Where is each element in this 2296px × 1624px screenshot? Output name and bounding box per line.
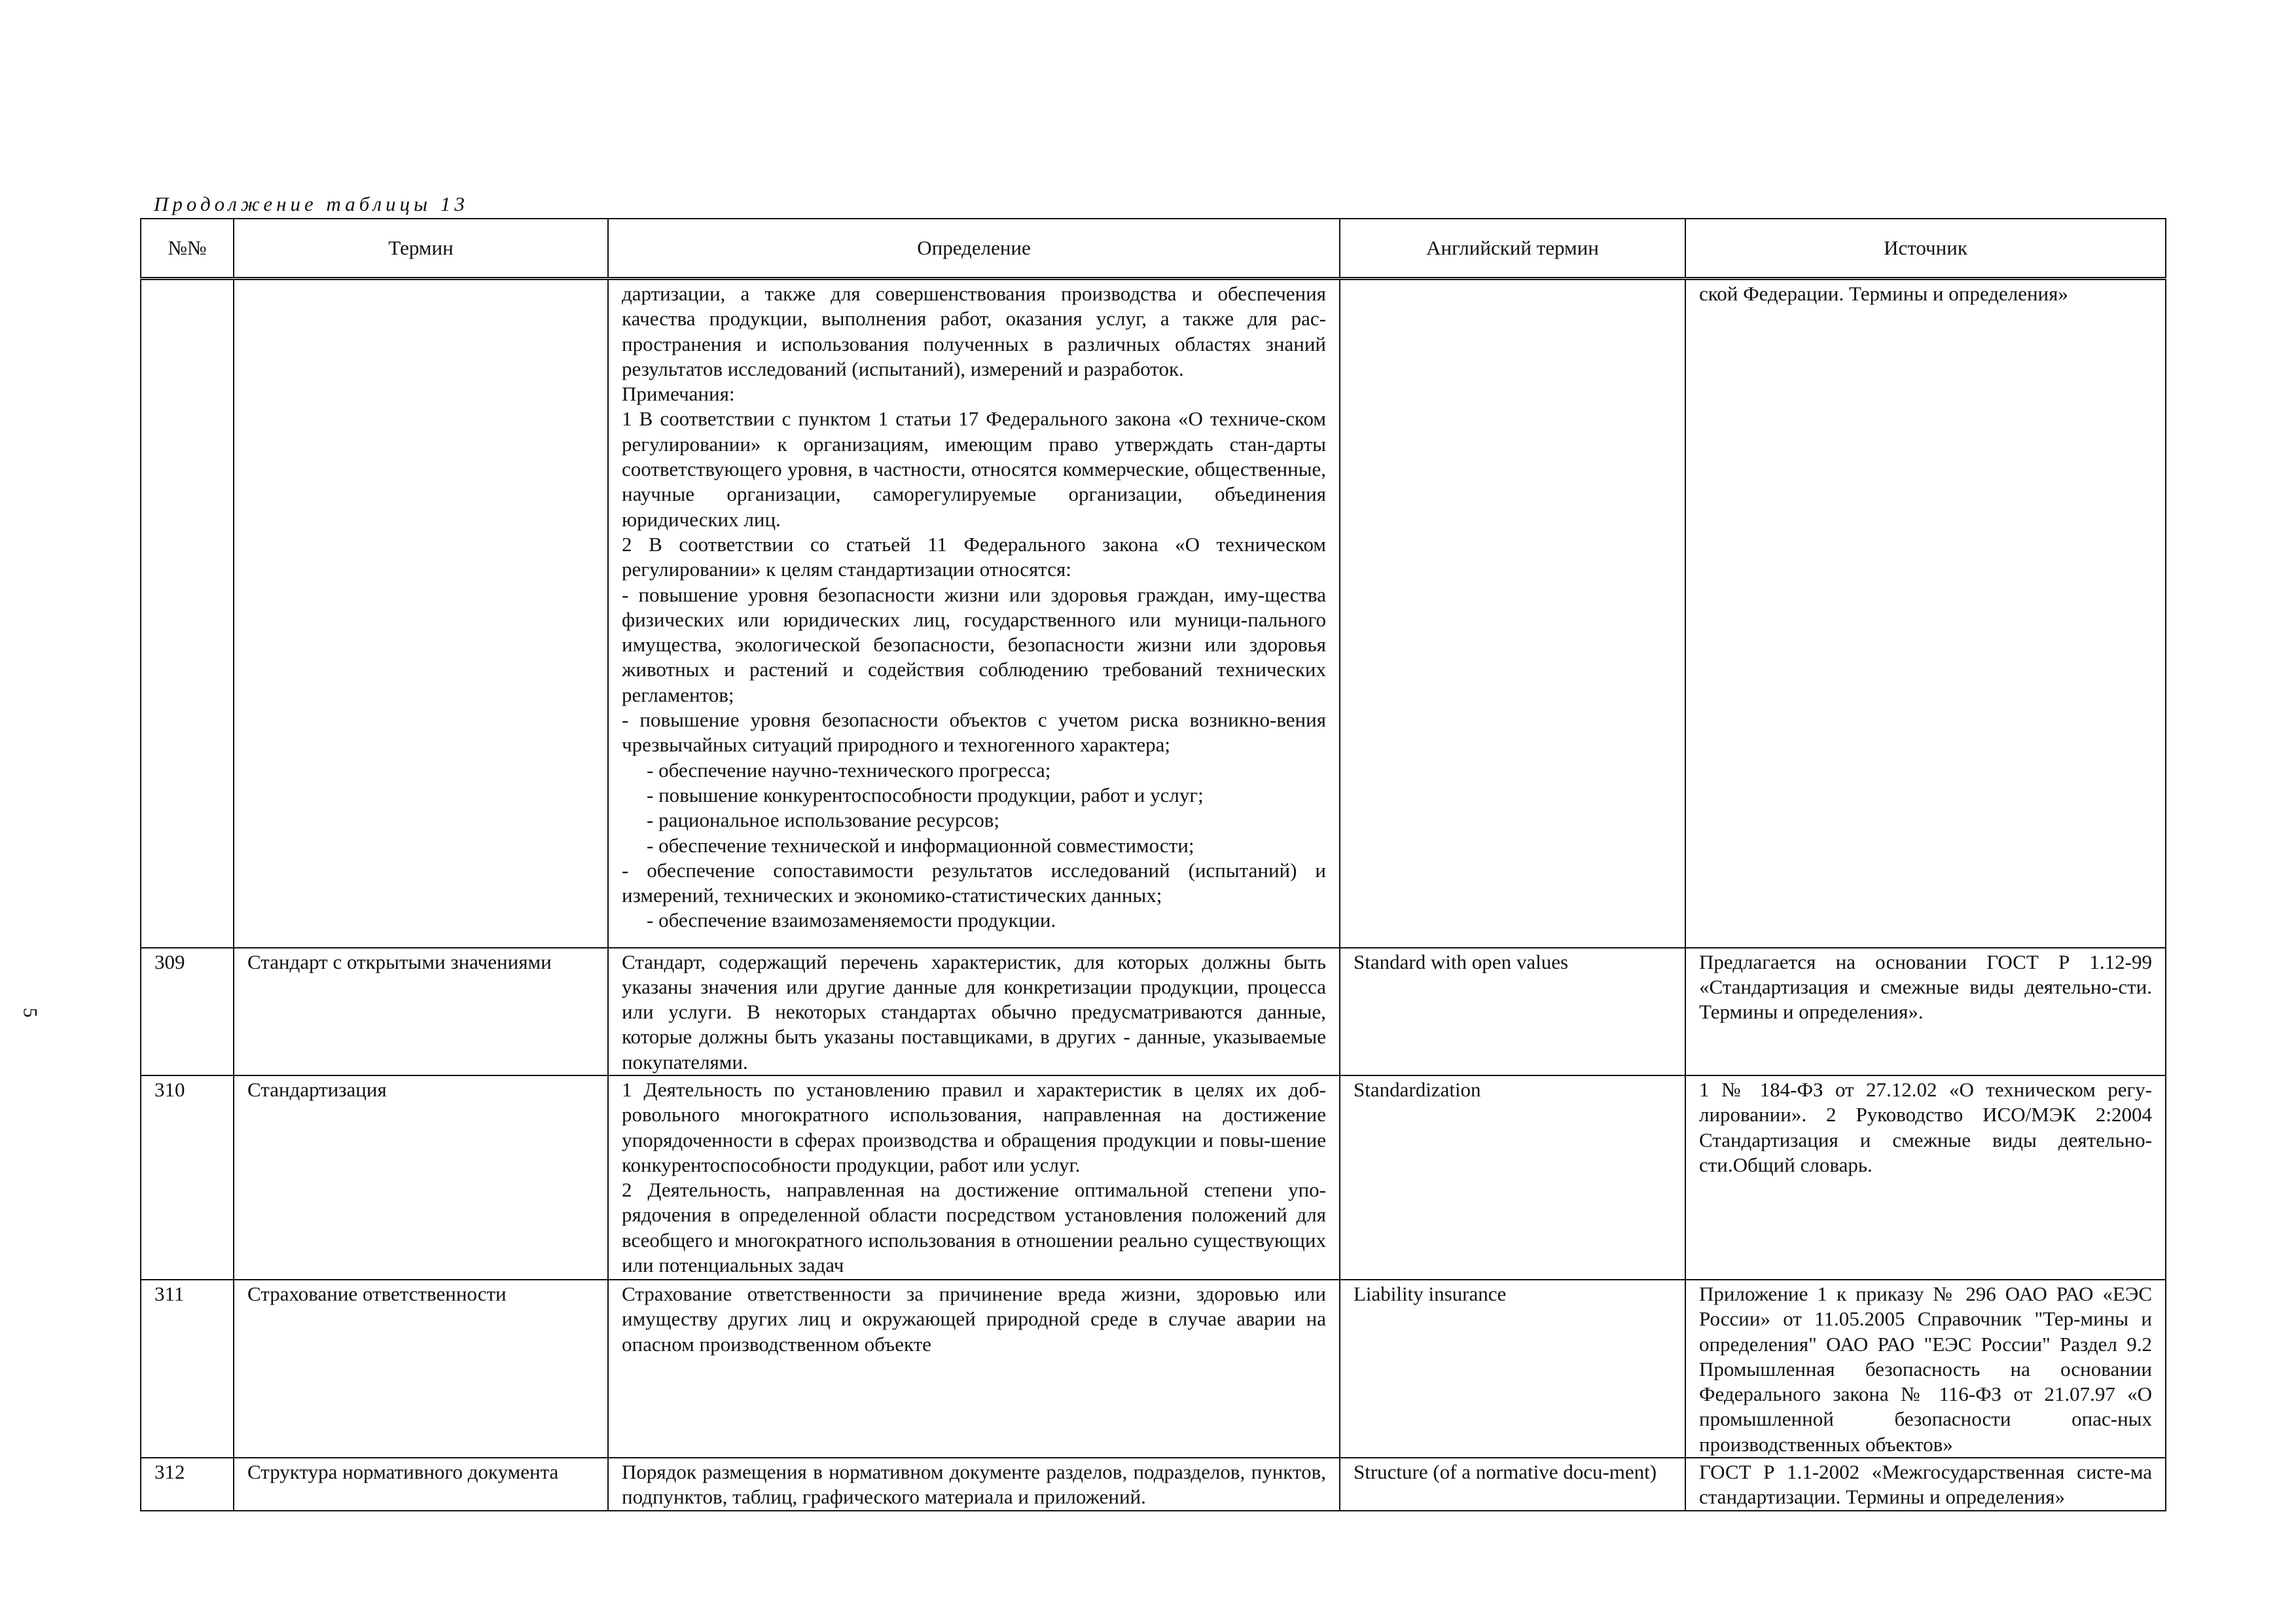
header-row — [141, 219, 2166, 279]
table-row — [141, 1458, 2166, 1511]
cell-num: 310 — [141, 1075, 234, 1280]
definition-paragraph: дартизации, а также для совершенствования производства и обеспечения качества продукции, выполнения работ, оказания услуг, а также для рас-пространения и использования полученных в различных областях знаний результатов исследований (испытаний), измерений и разработок. — [622, 282, 1326, 380]
header-term: Термин — [234, 219, 608, 279]
cell-english-term: Structure (of a normative docu-ment) — [1340, 1458, 1685, 1511]
definition-paragraph: Стандарт, содержащий перечень характеристик, для которых должны быть указаны значения или другие данные для конкретизации продукции, процесса или услуги. В некоторых стандартах обычно предусматриваются данные, которые должны быть указаны поставщиками, в других - данные, указываемые покупателями. — [622, 950, 1326, 1074]
definition-list-item: - обеспечение сопоставимости результатов исследований (испытаний) и измерений, технических и экономико-статистических данных; — [622, 858, 1326, 907]
cell-num — [141, 279, 234, 948]
cell-definition — [608, 1458, 1340, 1511]
cell-source: Предлагается на основании ГОСТ Р 1.12-99 «Стандартизация и смежные виды деятельно-сти. Термины и определения». — [1685, 948, 2166, 1075]
definition-paragraph: 2 Деятельность, направленная на достижение оптимальной степени упо-рядочения в определенной области посредством установления положений для всеобщего и многократного использования в отношении реально существующих или потенциальных задач — [622, 1178, 1326, 1277]
cell-definition — [608, 1280, 1340, 1458]
cell-english-term — [1340, 279, 1685, 948]
definition-paragraph: 1 Деятельность по установлению правил и характеристик в целях их доб-ровольного многократного использования, направленная на достижение упорядоченности в сферах производства и обращения продукции и повы-шение конкурентоспособности продукции, работ или услуг. — [622, 1077, 1326, 1176]
definition-list-item: - повышение уровня безопасности объектов с учетом риска возникно-вения чрезвычайных ситуаций природного и техногенного характера; — [622, 708, 1326, 757]
cell-source: 1 № 184-ФЗ от 27.12.02 «О техническом регу-лировании». 2 Руководство ИСО/МЭК 2:2004 Стандартизация и смежные виды деятельно-сти.Общий словарь. — [1685, 1075, 2166, 1280]
table-row — [141, 948, 2166, 1075]
header-definition: Определение — [608, 219, 1340, 279]
header-english-term: Английский термин — [1340, 219, 1685, 279]
cell-term: Структура нормативного документа — [234, 1458, 608, 1511]
cell-source: Приложение 1 к приказу № 296 ОАО РАО «ЕЭС России» от 11.05.2005 Справочник "Тер-мины и определения" ОАО РАО "ЕЭС России" Раздел 9.2 Промышленная безопасность на основании Федерального закона № 116-ФЗ от 21.07.97 «О промышленной безопасности опас-ных производственных объектов» — [1685, 1280, 2166, 1458]
definition-paragraph: 1 В соответствии с пунктом 1 статьи 17 Федерального закона «О техниче-ском регулировании» к организациям, имеющим право утверждать стан-дарты соответствующего уровня, в частности, относятся коммерческие, общественные, научные организации, саморегулируемые организации, объединения юридических лиц. — [622, 407, 1326, 531]
cell-definition — [608, 279, 1340, 948]
definition-paragraph: 2 В соответствии со статьей 11 Федерального закона «О техническом регулировании» к целям стандартизации относятся: — [622, 532, 1326, 581]
cell-num: 311 — [141, 1280, 234, 1458]
cell-source: ской Федерации. Термины и определения» — [1685, 279, 2166, 948]
table-row-continued — [141, 279, 2166, 948]
header-num: №№ — [141, 219, 234, 279]
definition-paragraph: Порядок размещения в нормативном документе разделов, подразделов, пунктов, подпунктов, таблиц, графического материала и приложений. — [622, 1460, 1326, 1509]
cell-english-term: Standardization — [1340, 1075, 1685, 1280]
cell-num: 309 — [141, 948, 234, 1075]
cell-num: 312 — [141, 1458, 234, 1511]
definition-list-item: - рациональное использование ресурсов; — [647, 808, 999, 832]
table-caption: Продолжение таблицы 13 — [154, 192, 469, 215]
definition-list-item: - обеспечение взаимозаменяемости продукции. — [647, 909, 1056, 932]
cell-term: Стандартизация — [234, 1075, 608, 1280]
table-row — [141, 1280, 2166, 1458]
page-number: 5 — [19, 1007, 41, 1018]
cell-term: Стандарт с открытыми значениями — [234, 948, 608, 1075]
cell-english-term: Standard with open values — [1340, 948, 1685, 1075]
table-row — [141, 1075, 2166, 1280]
cell-term: Страхование ответственности — [234, 1280, 608, 1458]
definition-paragraph: Примечания: — [622, 382, 735, 406]
definition-paragraph: Страхование ответственности за причинение вреда жизни, здоровью или имуществу других лиц и окружающей природной среде в случае аварии на опасном производственном объекте — [622, 1282, 1326, 1356]
definition-list-item: - повышение конкурентоспособности продукции, работ и услуг; — [647, 783, 1204, 806]
header-source: Источник — [1685, 219, 2166, 279]
cell-definition — [608, 948, 1340, 1075]
definition-list-item: - повышение уровня безопасности жизни или здоровья граждан, иму-щества физических или юридических лиц, государственного или муници-пального имущества, экологической безопасности, безопасности жизни или здоровья животных и растений и содействия соблюдению требований технических регламентов; — [622, 583, 1326, 706]
terms-table — [140, 218, 2166, 1511]
cell-english-term: Liability insurance — [1340, 1280, 1685, 1458]
cell-definition — [608, 1075, 1340, 1280]
definition-list-item: - обеспечение технической и информационной совместимости; — [647, 833, 1194, 857]
cell-term — [234, 279, 608, 948]
definition-list-item: - обеспечение научно-технического прогресса; — [647, 758, 1051, 782]
cell-source: ГОСТ Р 1.1-2002 «Межгосударственная систе-ма стандартизации. Термины и определения» — [1685, 1458, 2166, 1511]
